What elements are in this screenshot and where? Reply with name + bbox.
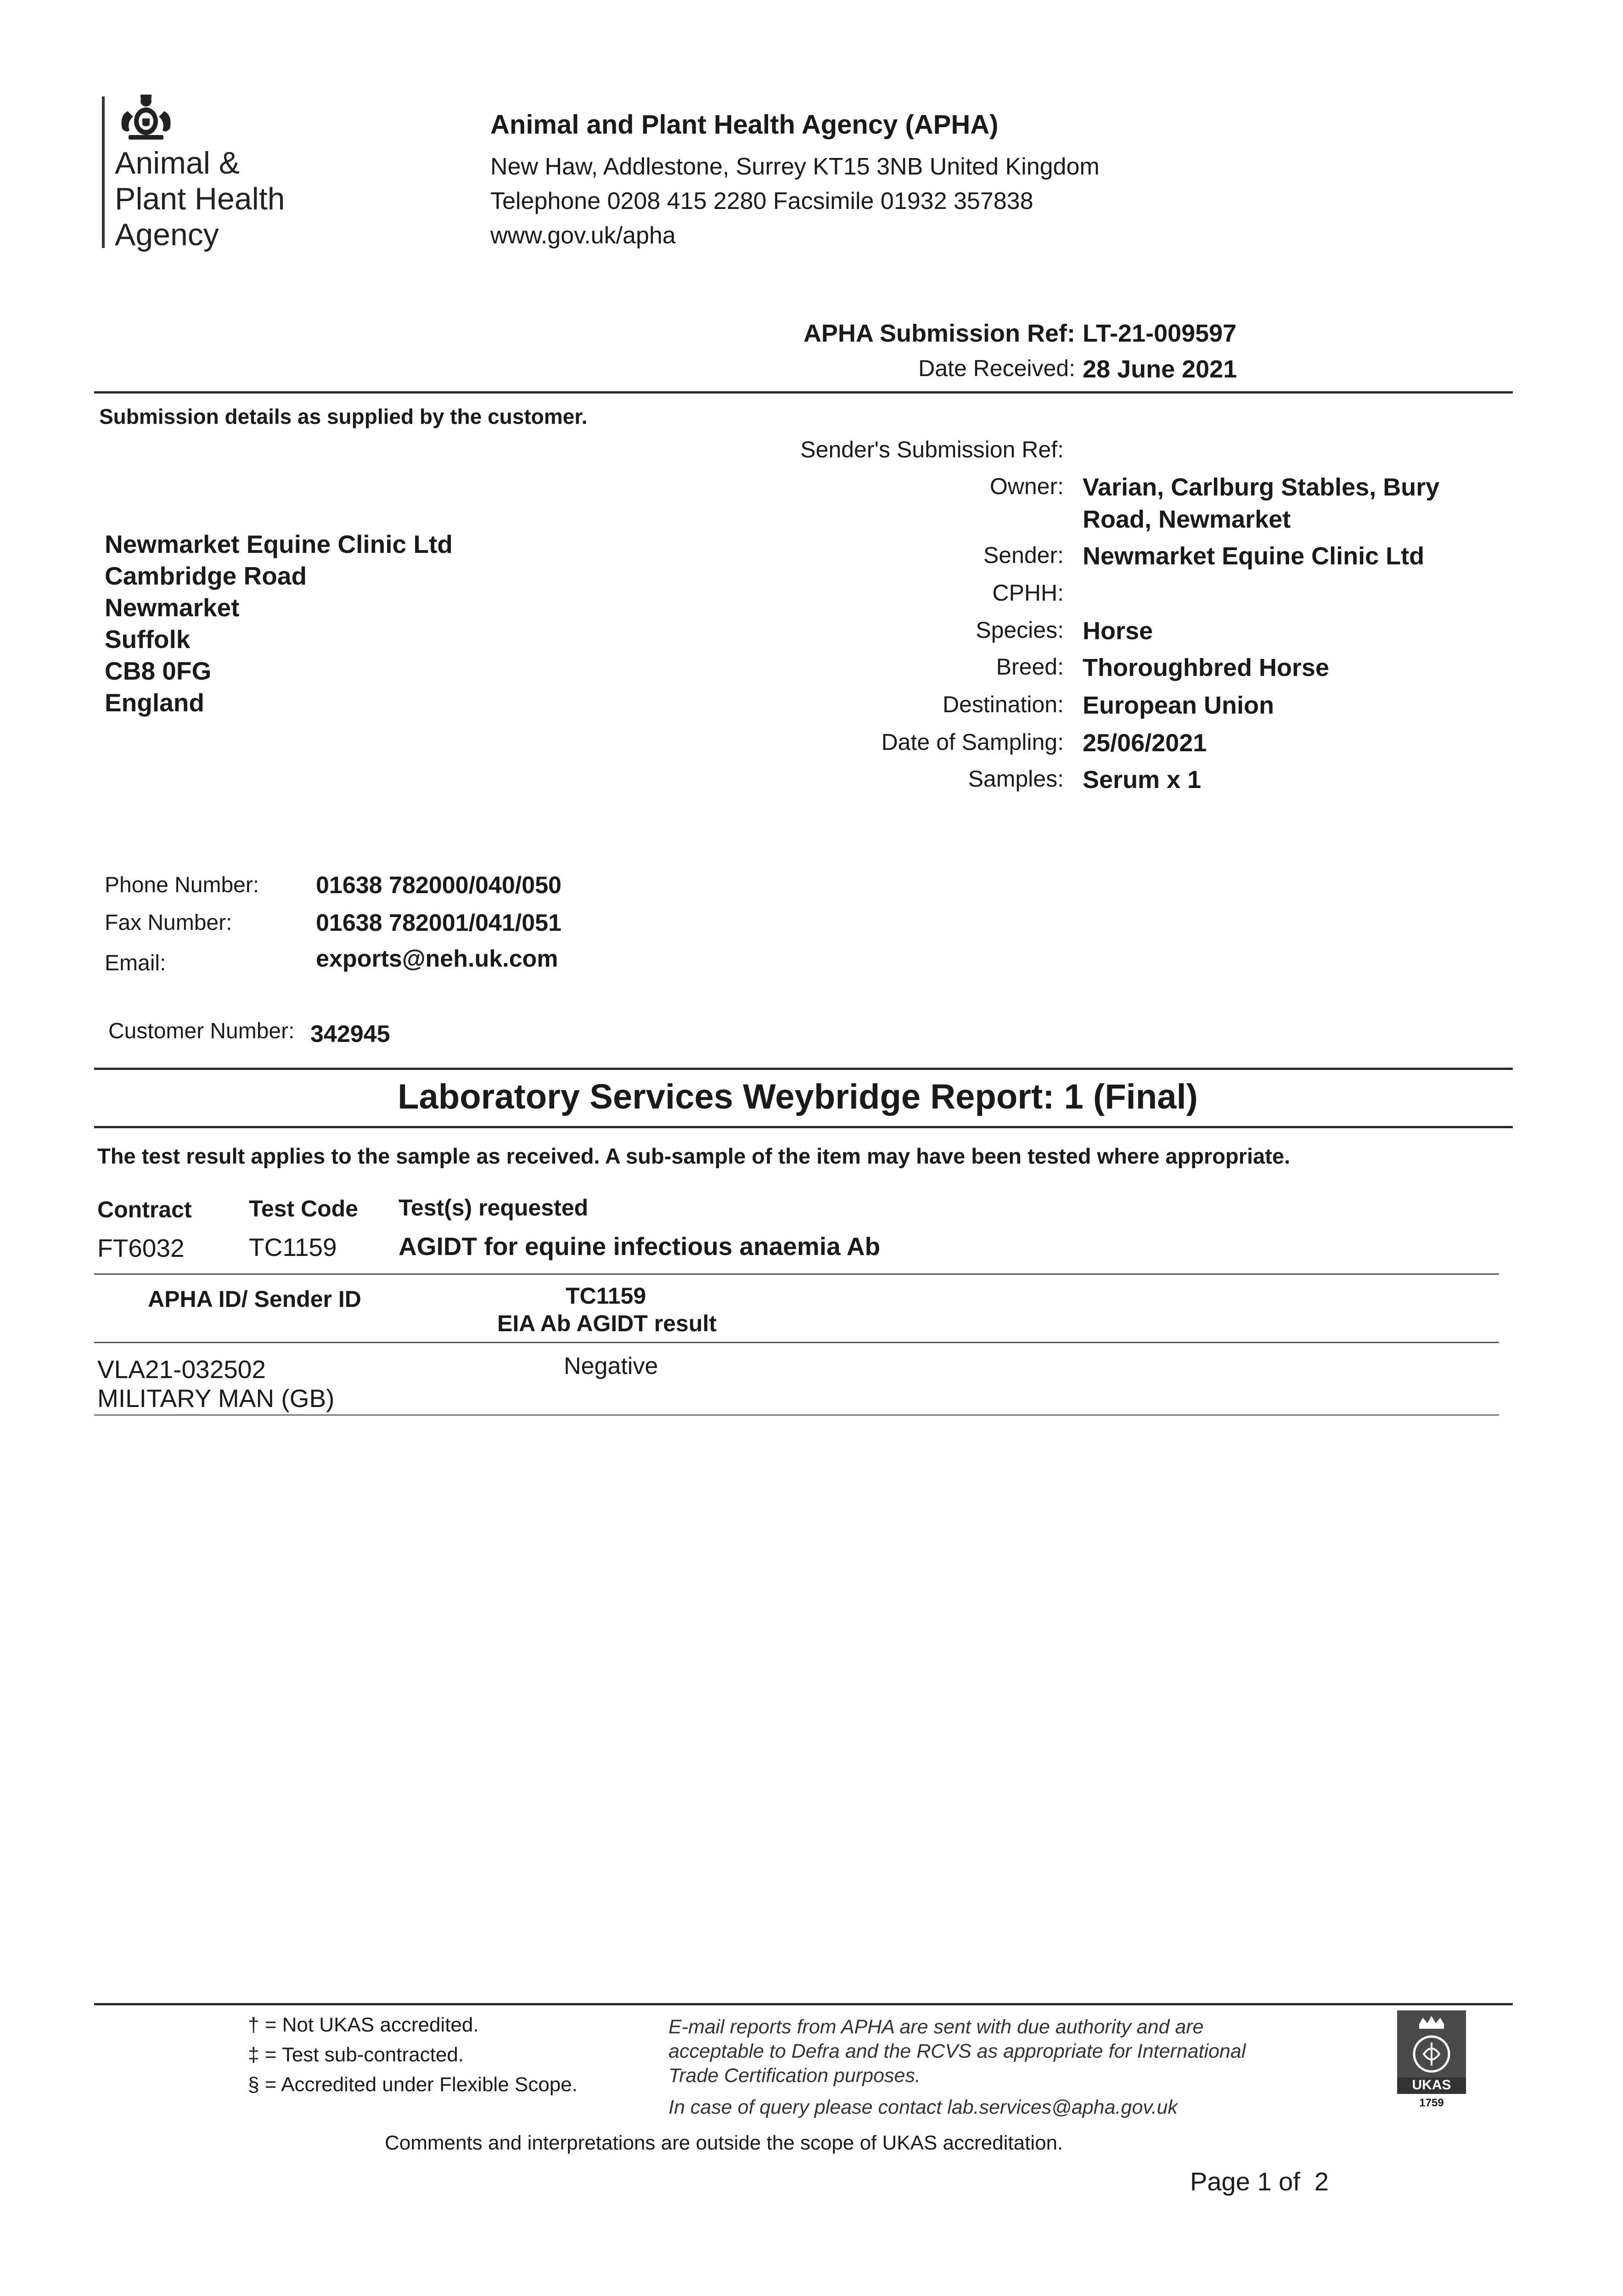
result-value: Negative bbox=[564, 1353, 658, 1379]
ukas-number: 1759 bbox=[1419, 2097, 1444, 2109]
submission-ref-value: LT-21-009597 bbox=[1083, 320, 1237, 347]
ukas-text: UKAS bbox=[1412, 2077, 1451, 2093]
apha-id-header: APHA ID/ Sender ID bbox=[148, 1286, 361, 1312]
result-test-name-header: EIA Ab AGIDT result bbox=[497, 1311, 717, 1336]
report-bottom-rule bbox=[94, 1126, 1513, 1128]
email-value[interactable]: exports@neh.uk.com bbox=[316, 945, 558, 972]
logo-line-3: Agency bbox=[115, 217, 219, 252]
agency-name: Animal and Plant Health Agency (APHA) bbox=[490, 110, 999, 140]
result-test-code-header: TC1159 bbox=[566, 1283, 646, 1309]
submission-ref-label: APHA Submission Ref: bbox=[803, 320, 1075, 347]
logo-wordmark bbox=[115, 145, 285, 253]
samples-value: Serum x 1 bbox=[1083, 766, 1202, 793]
sender-id-value: MILITARY MAN (GB) bbox=[97, 1384, 335, 1412]
contract-header: Contract bbox=[97, 1197, 192, 1222]
agency-website[interactable]: www.gov.uk/apha bbox=[490, 222, 676, 249]
customer-number-label: Customer Number: bbox=[108, 1019, 295, 1043]
tests-requested-header: Test(s) requested bbox=[399, 1195, 589, 1221]
address-line-2: Cambridge Road bbox=[105, 562, 307, 590]
email-label: Email: bbox=[105, 951, 166, 975]
report-title: Laboratory Services Weybridge Report: 1 (Final) bbox=[398, 1077, 1198, 1116]
sender-label: Sender: bbox=[983, 542, 1064, 568]
breed-value: Thoroughbred Horse bbox=[1083, 654, 1329, 681]
page-number: Page 1 of 2 bbox=[1190, 2167, 1329, 2196]
report-top-rule bbox=[94, 1068, 1513, 1070]
phone-value: 01638 782000/040/050 bbox=[316, 872, 562, 899]
species-value: Horse bbox=[1083, 617, 1153, 645]
results-header-rule bbox=[94, 1342, 1499, 1343]
email-note-line-1: E-mail reports from APHA are sent with due authority and are bbox=[668, 2016, 1204, 2038]
owner-value-line-2: Road, Newmarket bbox=[1083, 506, 1291, 533]
phone-label: Phone Number: bbox=[105, 873, 259, 897]
owner-value-line-1: Varian, Carlburg Stables, Bury bbox=[1083, 473, 1440, 501]
date-of-sampling-value: 25/06/2021 bbox=[1083, 729, 1207, 757]
results-top-rule bbox=[94, 1273, 1499, 1275]
destination-value: European Union bbox=[1083, 692, 1274, 719]
apha-id-value: VLA21-032502 bbox=[97, 1355, 266, 1384]
legend-flexible-scope: § = Accredited under Flexible Scope. bbox=[248, 2073, 578, 2096]
address-line-3: Newmarket bbox=[105, 593, 240, 622]
owner-label: Owner: bbox=[989, 473, 1064, 499]
test-code-header: Test Code bbox=[249, 1196, 358, 1221]
address-line-6: England bbox=[105, 688, 204, 717]
test-code-value: TC1159 bbox=[249, 1233, 337, 1261]
senders-ref-label: Sender's Submission Ref: bbox=[800, 437, 1064, 462]
legend-sub-contracted: ‡ = Test sub-contracted. bbox=[248, 2043, 464, 2066]
samples-label: Samples: bbox=[968, 766, 1064, 792]
email-note-line-3: Trade Certification purposes. bbox=[668, 2065, 921, 2087]
destination-label: Destination: bbox=[942, 692, 1064, 717]
breed-label: Breed: bbox=[996, 654, 1064, 680]
agency-phone-fax: Telephone 0208 415 2280 Facsimile 01932 357838 bbox=[490, 188, 1033, 214]
address-line-4: Suffolk bbox=[105, 625, 191, 653]
legend-not-ukas: † = Not UKAS accredited. bbox=[248, 2014, 479, 2036]
scope-note: Comments and interpretations are outside the scope of UKAS accreditation. bbox=[385, 2132, 1063, 2154]
logo-line-2: Plant Health bbox=[115, 181, 285, 216]
fax-value: 01638 782001/041/051 bbox=[316, 910, 562, 936]
agency-address: New Haw, Addlestone, Surrey KT15 3NB United Kingdom bbox=[490, 153, 1100, 180]
ukas-mark bbox=[1397, 2010, 1480, 2111]
tests-requested-value: AGIDT for equine infectious anaemia Ab bbox=[399, 1232, 881, 1261]
date-received-value: 28 June 2021 bbox=[1083, 355, 1237, 383]
sender-value: Newmarket Equine Clinic Ltd bbox=[1083, 542, 1425, 570]
date-received-label: Date Received: bbox=[918, 355, 1075, 381]
details-heading: Submission details as supplied by the customer. bbox=[99, 405, 588, 428]
contract-value: FT6032 bbox=[97, 1234, 185, 1262]
footer-rule bbox=[94, 2003, 1513, 2005]
royal-crest-icon bbox=[114, 93, 178, 143]
address-line-5: CB8 0FG bbox=[105, 657, 212, 685]
customer-number-value: 342945 bbox=[310, 1021, 390, 1047]
logo-line-1: Animal & bbox=[115, 146, 240, 180]
header-divider bbox=[94, 391, 1513, 394]
email-note-line-2: acceptable to Defra and the RCVS as appropriate for International bbox=[668, 2040, 1246, 2062]
cphh-label: CPHH: bbox=[992, 580, 1064, 606]
date-of-sampling-label: Date of Sampling: bbox=[881, 729, 1064, 755]
logo-divider bbox=[102, 96, 105, 248]
fax-label: Fax Number: bbox=[105, 911, 232, 935]
address-line-1: Newmarket Equine Clinic Ltd bbox=[105, 530, 453, 558]
report-note: The test result applies to the sample as received. A sub-sample of the item may have been tested where appropriate. bbox=[97, 1144, 1291, 1168]
results-bottom-rule bbox=[94, 1414, 1499, 1416]
query-note: In case of query please contact lab.services@apha.gov.uk bbox=[668, 2096, 1178, 2118]
species-label: Species: bbox=[976, 617, 1064, 643]
